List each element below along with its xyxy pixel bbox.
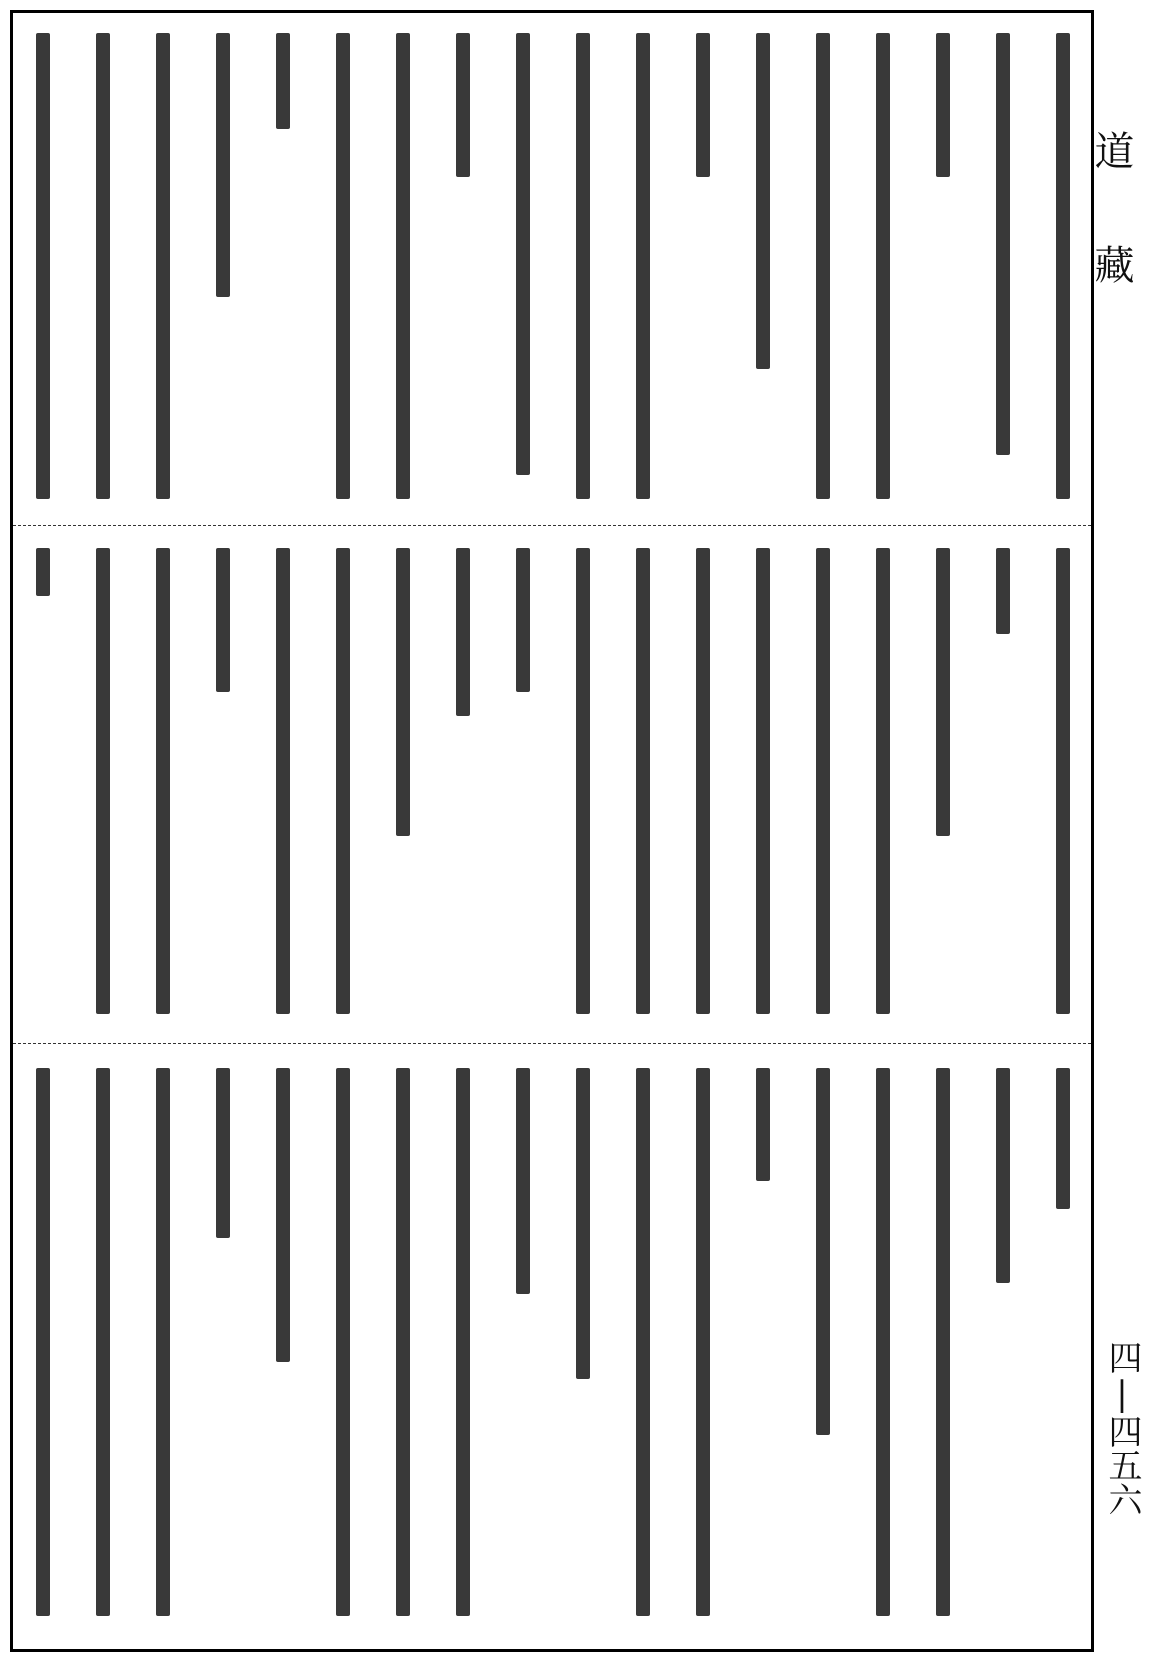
text-line-placeholder bbox=[396, 548, 410, 836]
text-column bbox=[808, 33, 838, 499]
text-line-placeholder bbox=[636, 1068, 650, 1616]
text-line-placeholder bbox=[936, 1068, 950, 1616]
text-column bbox=[148, 1068, 178, 1616]
text-column bbox=[628, 548, 658, 1014]
page-number: 四|四五六 bbox=[1102, 1340, 1142, 1516]
text-line-placeholder bbox=[876, 33, 890, 499]
text-column bbox=[988, 33, 1018, 455]
text-line-placeholder bbox=[216, 1068, 230, 1238]
text-line-placeholder bbox=[1056, 33, 1070, 499]
text-column bbox=[328, 548, 358, 1014]
text-column bbox=[88, 33, 118, 499]
text-line-placeholder bbox=[696, 1068, 710, 1616]
text-column bbox=[88, 1068, 118, 1616]
text-line-placeholder bbox=[156, 33, 170, 499]
register-divider bbox=[13, 525, 1091, 526]
text-line-placeholder bbox=[696, 33, 710, 177]
text-line-placeholder bbox=[696, 548, 710, 1014]
text-column bbox=[628, 33, 658, 499]
text-line-placeholder bbox=[756, 548, 770, 1014]
text-line-placeholder bbox=[1056, 1068, 1070, 1209]
text-line-placeholder bbox=[456, 33, 470, 177]
text-column bbox=[748, 1068, 778, 1181]
page-frame bbox=[10, 10, 1094, 1652]
text-line-placeholder bbox=[156, 1068, 170, 1616]
text-column bbox=[928, 33, 958, 177]
text-line-placeholder bbox=[576, 548, 590, 1014]
text-column bbox=[448, 1068, 478, 1616]
text-column bbox=[148, 33, 178, 499]
text-line-placeholder bbox=[936, 548, 950, 836]
text-line-placeholder bbox=[516, 33, 530, 475]
text-column bbox=[688, 548, 718, 1014]
text-column bbox=[448, 548, 478, 716]
text-column bbox=[268, 1068, 298, 1362]
text-column bbox=[808, 1068, 838, 1435]
text-column bbox=[1048, 548, 1078, 1014]
text-line-placeholder bbox=[156, 548, 170, 1014]
text-column bbox=[328, 1068, 358, 1616]
text-column bbox=[748, 33, 778, 369]
text-line-placeholder bbox=[456, 548, 470, 716]
text-column bbox=[208, 1068, 238, 1238]
text-line-placeholder bbox=[636, 548, 650, 1014]
text-column bbox=[148, 548, 178, 1014]
text-line-placeholder bbox=[636, 33, 650, 499]
text-column bbox=[688, 1068, 718, 1616]
text-line-placeholder bbox=[996, 33, 1010, 455]
text-line-placeholder bbox=[336, 548, 350, 1014]
text-column bbox=[28, 33, 58, 499]
text-line-placeholder bbox=[756, 1068, 770, 1181]
text-line-placeholder bbox=[96, 1068, 110, 1616]
text-line-placeholder bbox=[816, 1068, 830, 1435]
register-divider bbox=[13, 1043, 1091, 1044]
text-line-placeholder bbox=[996, 1068, 1010, 1283]
text-column bbox=[508, 1068, 538, 1294]
text-register-bottom bbox=[13, 1068, 1091, 1633]
text-column bbox=[808, 548, 838, 1014]
text-column bbox=[448, 33, 478, 177]
text-line-placeholder bbox=[96, 33, 110, 499]
text-line-placeholder bbox=[936, 33, 950, 177]
text-line-placeholder bbox=[576, 1068, 590, 1379]
text-column bbox=[988, 548, 1018, 634]
text-line-placeholder bbox=[756, 33, 770, 369]
text-column bbox=[988, 1068, 1018, 1283]
text-column bbox=[1048, 33, 1078, 499]
collection-label: 道 藏 bbox=[1088, 130, 1134, 298]
text-line-placeholder bbox=[396, 33, 410, 499]
text-column bbox=[568, 548, 598, 1014]
text-column bbox=[208, 33, 238, 297]
text-column bbox=[268, 548, 298, 1014]
text-line-placeholder bbox=[276, 33, 290, 129]
text-column bbox=[328, 33, 358, 499]
text-line-placeholder bbox=[816, 548, 830, 1014]
text-column bbox=[388, 548, 418, 836]
text-line-placeholder bbox=[216, 548, 230, 692]
text-line-placeholder bbox=[96, 548, 110, 1014]
text-line-placeholder bbox=[876, 1068, 890, 1616]
text-line-placeholder bbox=[396, 1068, 410, 1616]
text-line-placeholder bbox=[456, 1068, 470, 1616]
text-line-placeholder bbox=[216, 33, 230, 297]
text-column bbox=[268, 33, 298, 129]
text-column bbox=[388, 1068, 418, 1616]
text-line-placeholder bbox=[1056, 548, 1070, 1014]
text-line-placeholder bbox=[876, 548, 890, 1014]
text-line-placeholder bbox=[816, 33, 830, 499]
text-column bbox=[868, 33, 898, 499]
text-column bbox=[928, 1068, 958, 1616]
text-line-placeholder bbox=[36, 1068, 50, 1616]
text-line-placeholder bbox=[336, 1068, 350, 1616]
text-column bbox=[748, 548, 778, 1014]
text-column bbox=[388, 33, 418, 499]
text-column bbox=[868, 1068, 898, 1616]
text-line-placeholder bbox=[36, 548, 50, 596]
text-column bbox=[868, 548, 898, 1014]
text-line-placeholder bbox=[516, 548, 530, 692]
text-line-placeholder bbox=[516, 1068, 530, 1294]
text-column bbox=[688, 33, 718, 177]
text-column bbox=[508, 33, 538, 475]
text-column bbox=[1048, 1068, 1078, 1209]
text-column bbox=[568, 1068, 598, 1379]
text-column bbox=[208, 548, 238, 692]
text-column bbox=[28, 1068, 58, 1616]
text-line-placeholder bbox=[996, 548, 1010, 634]
text-column bbox=[28, 548, 58, 596]
text-line-placeholder bbox=[336, 33, 350, 499]
text-line-placeholder bbox=[276, 548, 290, 1014]
text-column bbox=[88, 548, 118, 1014]
text-register-middle bbox=[13, 548, 1091, 1028]
text-line-placeholder bbox=[276, 1068, 290, 1362]
text-line-placeholder bbox=[576, 33, 590, 499]
text-column bbox=[568, 33, 598, 499]
text-column bbox=[628, 1068, 658, 1616]
text-line-placeholder bbox=[36, 33, 50, 499]
text-column bbox=[928, 548, 958, 836]
text-register-top bbox=[13, 33, 1091, 513]
text-column bbox=[508, 548, 538, 692]
